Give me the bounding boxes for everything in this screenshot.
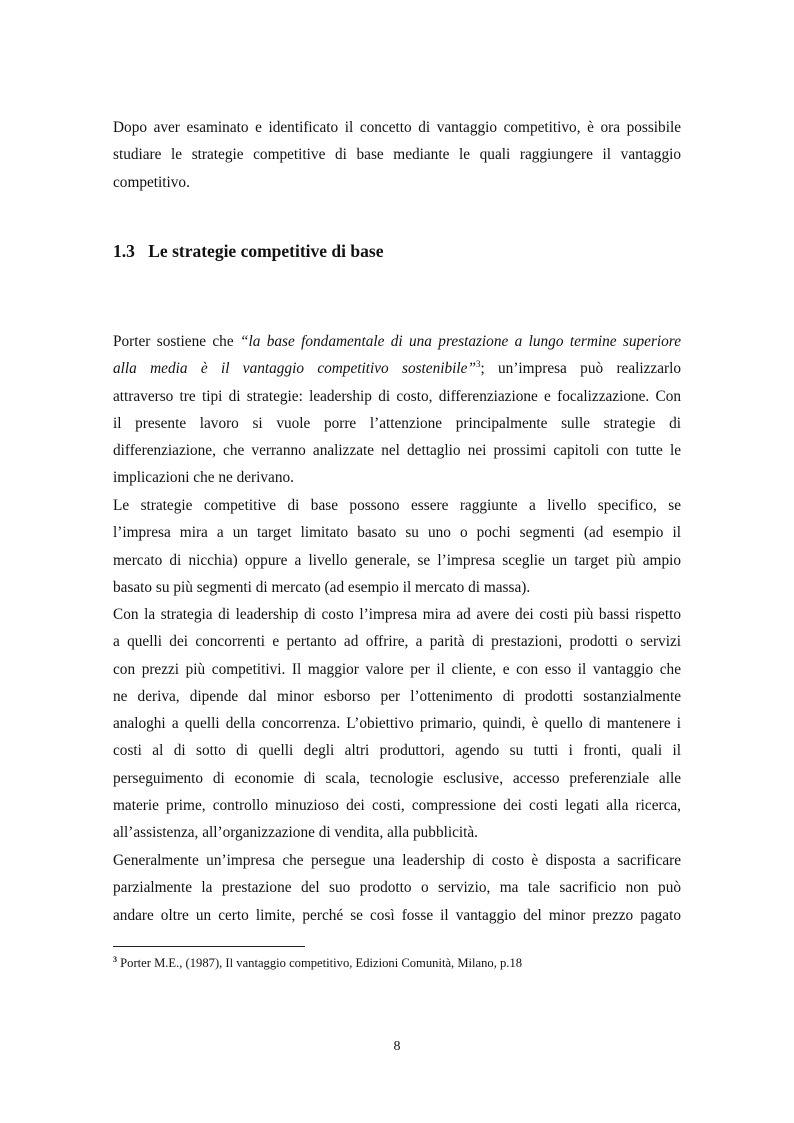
footnote-divider (113, 946, 305, 947)
text-line: all’assistenza, all’organizzazione di vendita, alla pubblicità. (113, 824, 478, 842)
quote-text: “la base fondamentale di una prestazione a lungo termine superiore (239, 333, 681, 350)
footnote-text: Porter M.E., (1987), Il vantaggio competitivo, Edizioni Comunità, Milano, p.18 (117, 956, 523, 970)
section-title: Le strategie competitive di base (148, 241, 384, 261)
text-line: a quelli dei concorrenti e pertanto ad offrire, a parità di prestazioni, prodotti o servizi (113, 633, 681, 651)
footnote (113, 955, 522, 971)
text-line: Porter sostiene che “la base fondamentale di una prestazione a lungo termine superiore (113, 333, 681, 350)
text-line: costi al di sotto di quelli degli altri produttori, agendo su tutti i fronti, quali il (113, 742, 681, 760)
text-line: differenziazione, che verranno analizzate nel dettaglio nei prossimi capitoli con tutte le (113, 442, 681, 460)
text-line: Generalmente un’impresa che persegue una leadership di costo è disposta a sacrificare (113, 852, 681, 869)
paragraph-strategies-levels (113, 492, 681, 601)
section-number: 1.3 (113, 241, 135, 261)
footnote-marker: 3 (113, 954, 117, 964)
text-line: analoghi a quelli della concorrenza. L’obiettivo primario, quindi, è quello di mantenere i (113, 715, 681, 733)
page-number: 8 (393, 1039, 401, 1054)
paragraph-sacrifice (113, 847, 681, 929)
paragraph-porter (113, 328, 681, 492)
text-line: andare oltre un certo limite, perché se così fosse il vantaggio del minor prezzo pagato (113, 906, 681, 924)
text-line: competitivo. (113, 173, 190, 191)
text-line: perseguimento di economie di scala, tecnologie esclusive, accesso preferenziale alle (113, 769, 681, 787)
text-line: attraverso tre tipi di strategie: leadership di costo, differenziazione e focalizzazione. Con (113, 387, 681, 405)
section-heading (113, 241, 383, 262)
text-line: l’impresa mira a un target limitato basato su uno o pochi segmenti (ad esempio il (113, 524, 681, 542)
text-line: Dopo aver esaminato e identificato il concetto di vantaggio competitivo, è ora possibile (113, 119, 681, 136)
text-line: basato su più segmenti di mercato (ad esempio il mercato di massa). (113, 578, 531, 596)
text-line: mercato di nicchia) oppure a livello generale, se l’impresa sceglie un target più ampio (113, 551, 681, 569)
text-line: con prezzi più competitivi. Il maggior valore per il cliente, e con esso il vantaggio che (113, 660, 681, 678)
text-line: Le strategie competitive di base possono essere raggiunte a livello specifico, se (113, 497, 681, 514)
text-line: alla media è il vantaggio competitivo sostenibile”$^3$; un’impresa può realizzarlo (113, 359, 681, 378)
quote-text: alla media è il vantaggio competitivo sostenibile” (113, 360, 476, 378)
text-line: implicazioni che ne derivano. (113, 469, 294, 487)
paragraph-cost-leadership (113, 601, 681, 847)
text-line: materie prime, controllo minuzioso dei costi, compressione dei costi legati alla ricerca, (113, 797, 681, 815)
text-line: ne deriva, dipende dal minor esborso per l’ottenimento di prodotti sostanzialmente (113, 687, 681, 705)
text-line: Con la strategia di leadership di costo l’impresa mira ad avere dei costi più bassi rispetto (113, 606, 681, 623)
text-line: parzialmente la prestazione del suo prodotto o servizio, ma tale sacrificio non può (113, 879, 681, 897)
text-line: il presente lavoro si vuole porre l’attenzione principalmente sulle strategie di (113, 414, 681, 432)
footnote-reference[interactable]: 3 (475, 359, 481, 370)
intro-paragraph (113, 114, 681, 196)
text-line: studiare le strategie competitive di base mediante le quali raggiungere il vantaggio (113, 146, 681, 164)
